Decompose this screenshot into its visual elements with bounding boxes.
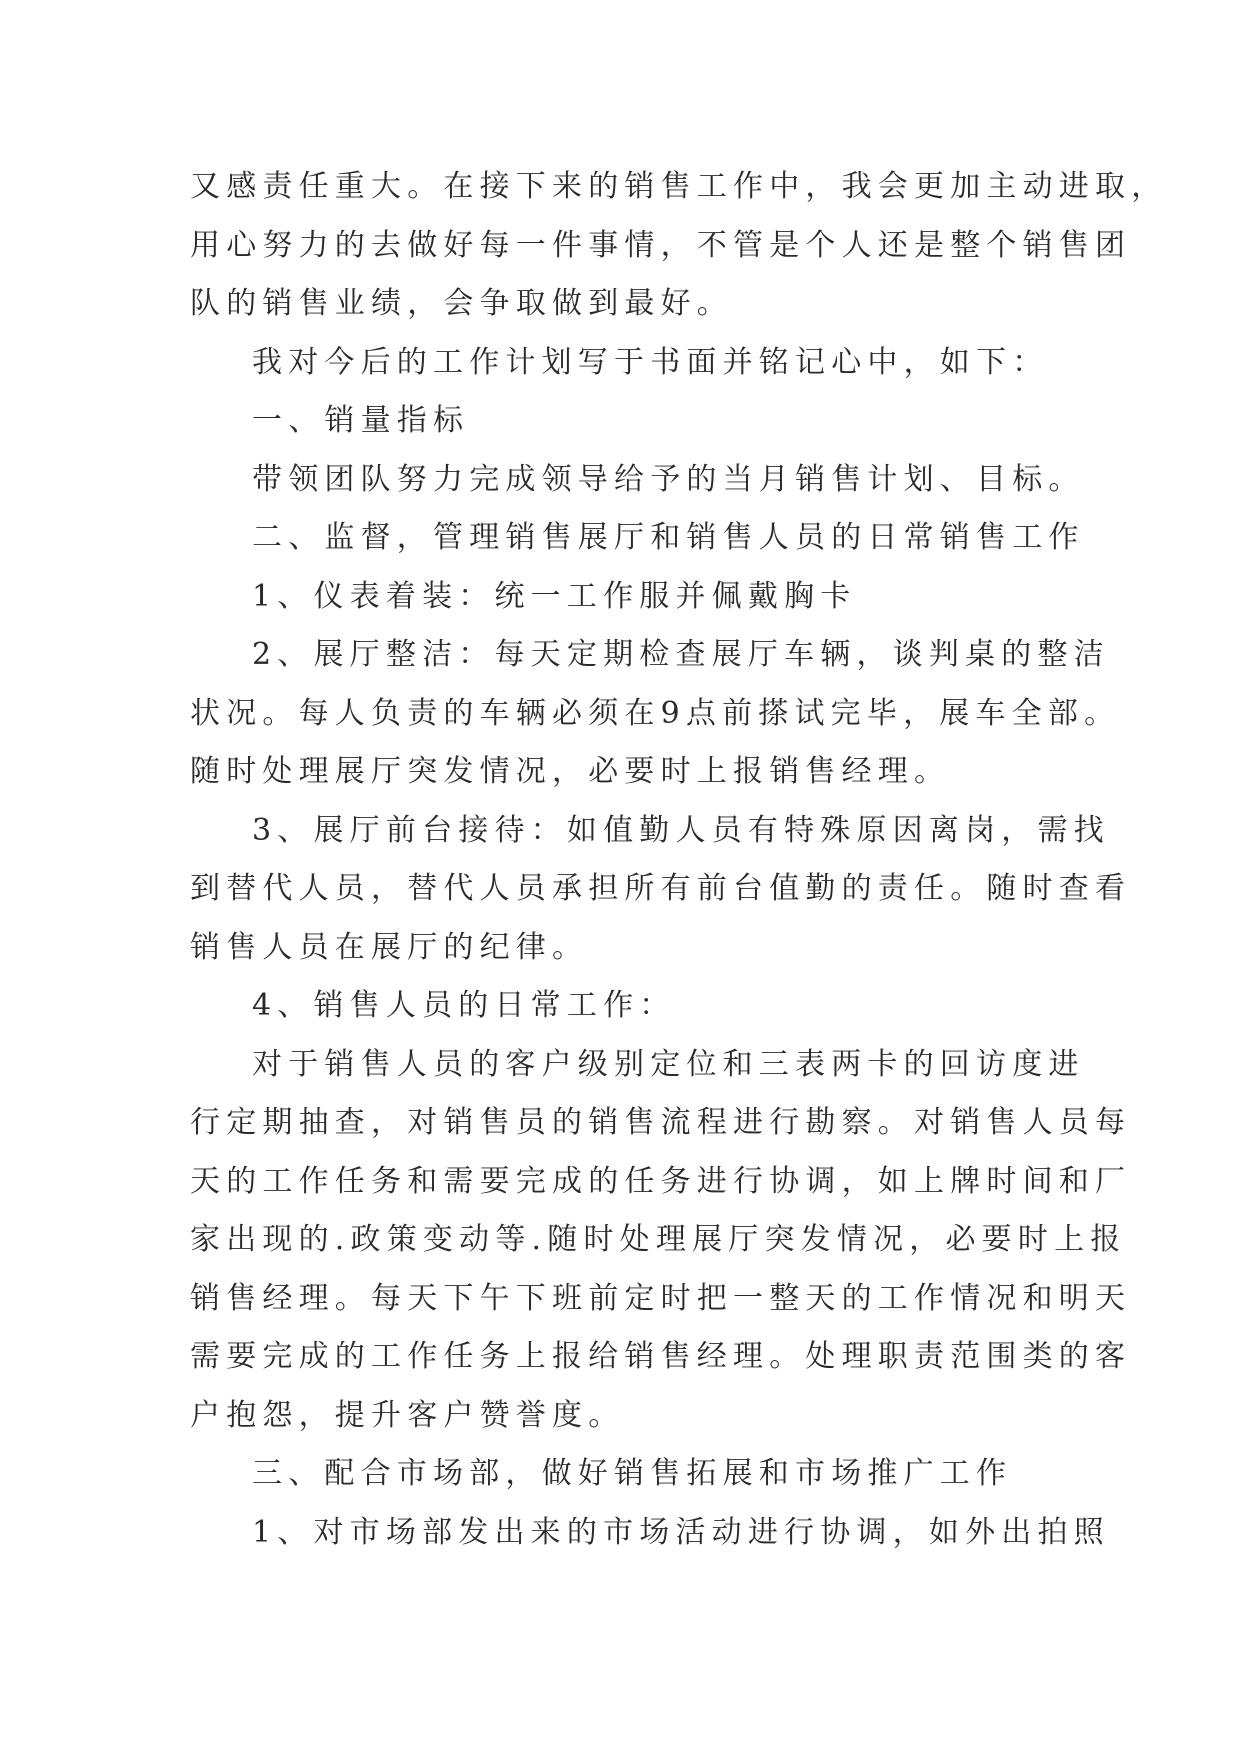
text-line: 随时处理展厅突发情况，必要时上报销售经理。 xyxy=(190,754,951,789)
text-line: 行定期抽查，对销售员的销售流程进行勘察。对销售人员每 xyxy=(190,1105,1132,1140)
text-line: 带领团队努力完成领导给予的当月销售计划、目标。 xyxy=(252,461,1085,497)
text-line: 对于销售人员的客户级别定位和三表两卡的回访度进 xyxy=(252,1046,1085,1082)
list-item: 1、对市场部发出来的市场活动进行协调，如外出拍照 xyxy=(252,1514,1110,1550)
document-body xyxy=(190,158,1168,1562)
text-line: 队的销售业绩，会争取做到最好。 xyxy=(190,286,733,321)
section-heading: 三、配合市场部，做好销售拓展和市场推广工作 xyxy=(252,1456,1013,1491)
list-item: 1、仪表着装：统一工作服并佩戴胸卡 xyxy=(252,578,857,614)
section-heading: 一、销量指标 xyxy=(252,403,470,438)
text-line: 用心努力的去做好每一件事情，不管是个人还是整个销售团 xyxy=(190,227,1132,263)
list-item: 4、销售人员的日常工作： xyxy=(252,988,676,1023)
section-heading: 二、监督，管理销售展厅和销售人员的日常销售工作 xyxy=(252,520,1085,555)
text-line: 状况。每人负责的车辆必须在9点前搽试完毕，展车全部。 xyxy=(190,695,1121,731)
text-line: 户抱怨，提升客户赞誉度。 xyxy=(190,1397,625,1433)
list-item: 3、展厅前台接待：如值勤人员有特殊原因离岗，需找 xyxy=(252,812,1110,848)
text-line: 销售人员在展厅的纪律。 xyxy=(190,929,589,965)
text-line: 销售经理。每天下午下班前定时把一整天的工作情况和明天 xyxy=(190,1280,1132,1316)
text-line: 天的工作任务和需要完成的任务进行协调，如上牌时间和厂 xyxy=(190,1163,1132,1199)
text-line: 需要完成的工作任务上报给销售经理。处理职责范围类的客 xyxy=(190,1339,1132,1374)
text-line: 到替代人员，替代人员承担所有前台值勤的责任。随时查看 xyxy=(190,871,1132,906)
text-line: 家出现的.政策变动等.随时处理展厅突发情况，必要时上报 xyxy=(190,1222,1127,1257)
list-item: 2、展厅整洁：每天定期检查展厅车辆，谈判桌的整洁 xyxy=(252,637,1110,672)
text-line: 又感责任重大。在接下来的销售工作中，我会更加主动进取， xyxy=(190,169,1168,204)
text-line: 我对今后的工作计划写于书面并铭记心中，如下： xyxy=(252,344,1049,380)
